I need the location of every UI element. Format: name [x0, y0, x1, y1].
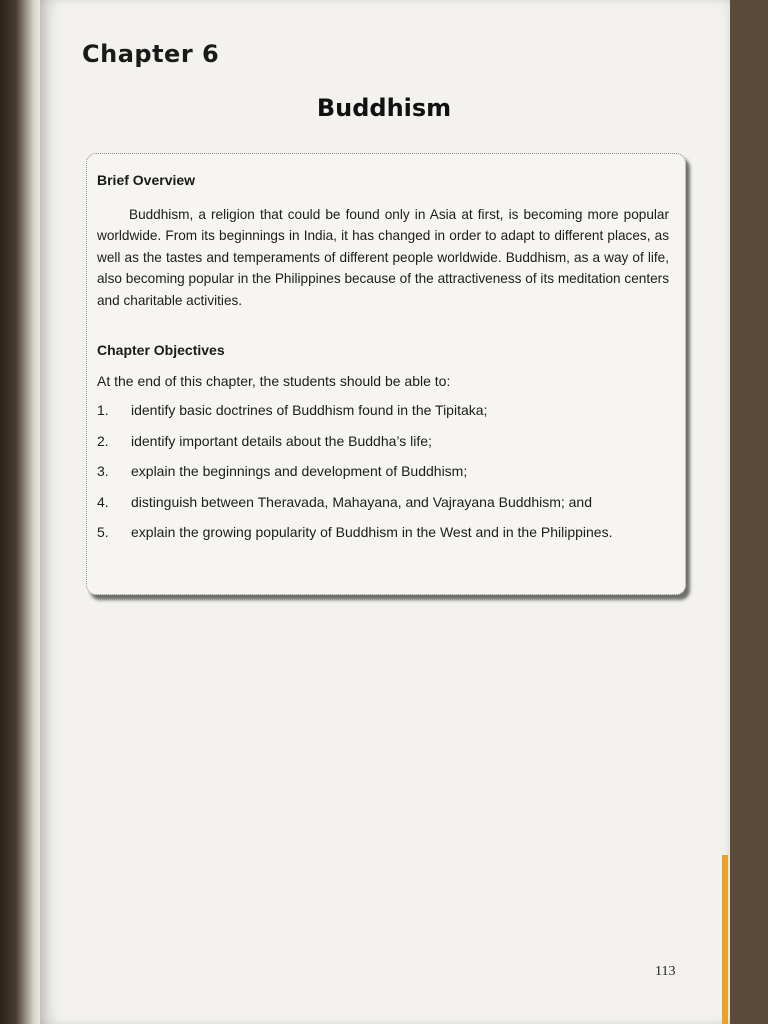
list-item-text: explain the beginnings and development of Buddhism; — [131, 463, 468, 479]
page-edge-tab — [722, 855, 728, 1024]
list-item — [97, 433, 677, 464]
list-item — [97, 524, 677, 555]
list-item-text: explain the growing popularity of Buddhism in the West and in the Philippines. — [131, 524, 613, 540]
list-item-number: 2. — [97, 432, 109, 449]
list-item-text: identify important details about the Buddha’s life; — [131, 432, 432, 449]
list-item — [97, 494, 677, 525]
list-item-number: 3. — [97, 463, 109, 479]
page-number: 113 — [655, 964, 676, 979]
page-title: Buddhism — [316, 94, 452, 122]
list-item-text: identify basic doctrines of Buddhism found in the Tipitaka; — [131, 402, 488, 418]
objectives-intro: At the end of this chapter, the students should be able to: — [97, 373, 451, 389]
list-item-number: 4. — [97, 493, 109, 510]
brief-overview-heading: Brief Overview — [97, 172, 196, 188]
objectives-list — [97, 402, 677, 555]
list-item-number: 5. — [97, 524, 109, 540]
list-item-number: 1. — [97, 402, 109, 418]
chapter-objectives-heading: Chapter Objectives — [97, 342, 225, 358]
list-item — [97, 463, 677, 494]
list-item-text: distinguish between Theravada, Mahayana, and Vajrayana Buddhism; and — [131, 493, 593, 510]
chapter-label: Chapter 6 — [82, 40, 220, 68]
brief-overview-text: Buddhism, a religion that could be found only in Asia at first, is becoming more popular worldwide. From its beginnings in India, it has changed in order to adapt to different places, as well as the tastes and temperaments of different people worldwide. Buddhism, as a way of life, also becoming popular in the Philippines because of the attractiveness of its meditation centers and charitable activities. — [97, 207, 669, 308]
list-item — [97, 402, 677, 433]
book-spine-shadow — [0, 0, 40, 1024]
overview-box — [86, 153, 686, 595]
